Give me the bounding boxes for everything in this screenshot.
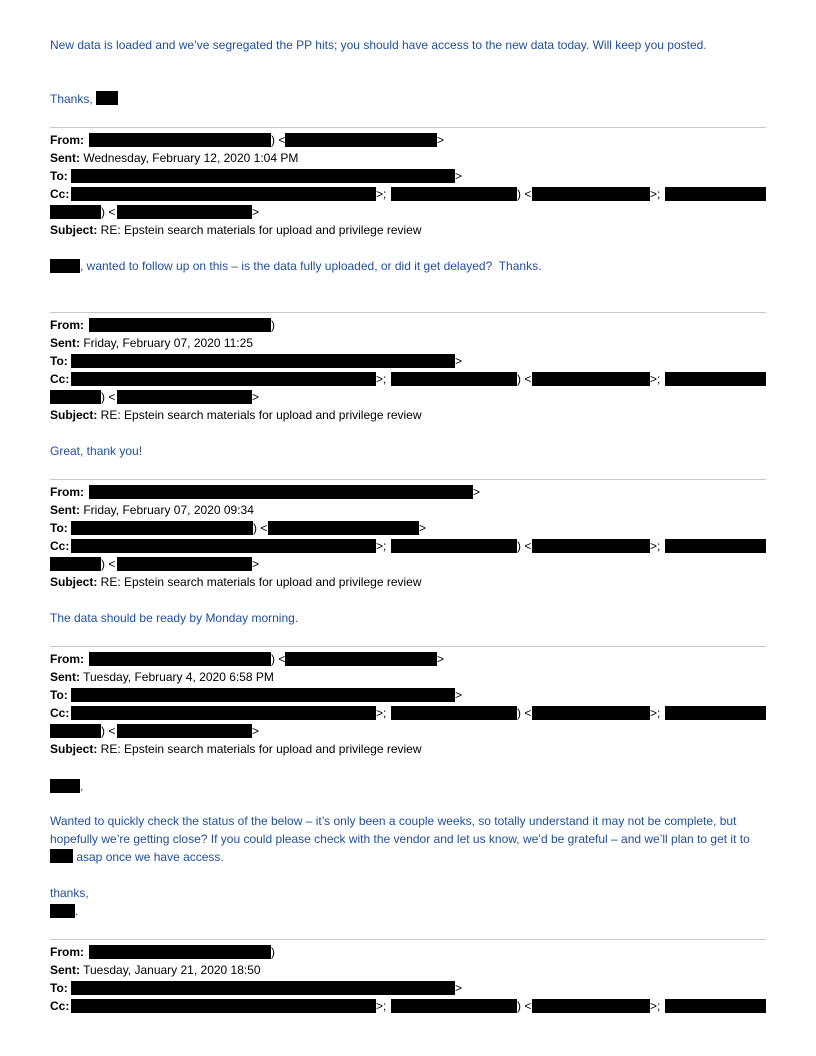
redaction <box>71 706 376 720</box>
punct: > <box>455 981 463 995</box>
punct: > <box>252 205 260 219</box>
from-label: From: <box>50 485 84 499</box>
sent-label: Sent: <box>50 670 80 684</box>
to-line <box>50 167 68 185</box>
redaction <box>665 539 766 553</box>
from-label: From: <box>50 133 84 147</box>
to-line <box>50 519 68 537</box>
to-label: To: <box>50 521 68 535</box>
subject-label: Subject: <box>50 742 98 756</box>
from-label: From: <box>50 652 84 666</box>
punct: ) < <box>271 652 286 666</box>
cc-line <box>50 997 69 1015</box>
sent-date: Tuesday, January 21, 2020 18:50 <box>80 963 261 977</box>
redaction <box>268 521 419 535</box>
redaction <box>665 187 766 201</box>
subject-line <box>50 573 422 591</box>
redaction <box>665 372 766 386</box>
sent-label: Sent: <box>50 963 80 977</box>
subject-text: RE: Epstein search materials for upload and privilege review <box>97 575 422 589</box>
sent-line <box>50 668 274 686</box>
punct: >; <box>650 372 661 386</box>
sent-date: Tuesday, February 4, 2020 6:58 PM <box>80 670 274 684</box>
sent-label: Sent: <box>50 151 80 165</box>
redaction <box>50 849 73 863</box>
subject-label: Subject: <box>50 223 98 237</box>
redaction <box>391 999 517 1013</box>
to-line <box>50 686 68 704</box>
punct: ) < <box>517 372 532 386</box>
punct: > <box>455 688 463 702</box>
punct: > <box>252 724 260 738</box>
redaction <box>50 779 80 793</box>
subject-line <box>50 406 422 424</box>
separator <box>50 646 766 647</box>
to-label: To: <box>50 169 68 183</box>
subject-text: RE: Epstein search materials for upload and privilege review <box>97 223 422 237</box>
redaction <box>50 557 101 571</box>
punct: ) < <box>271 133 286 147</box>
redaction <box>391 539 517 553</box>
redaction <box>71 187 376 201</box>
thanks-text: Thanks, <box>50 92 93 106</box>
signoff <box>50 90 118 108</box>
cc-label: Cc: <box>50 187 70 201</box>
punct: >; <box>376 187 387 201</box>
cc-line <box>50 704 69 722</box>
to-label: To: <box>50 688 68 702</box>
redaction <box>665 999 766 1013</box>
punct: >; <box>650 999 661 1013</box>
punct: ) < <box>101 205 116 219</box>
punct: ) <box>271 318 275 332</box>
redaction <box>50 205 101 219</box>
cc-line <box>50 370 69 388</box>
redaction <box>89 318 271 332</box>
redaction <box>50 904 75 918</box>
from-line <box>50 316 84 334</box>
redaction <box>532 372 650 386</box>
redaction <box>532 999 650 1013</box>
subject-line <box>50 740 422 758</box>
from-line <box>50 483 84 501</box>
redaction <box>117 557 252 571</box>
redaction <box>71 999 376 1013</box>
body-text-main: Wanted to quickly check the status of the below – it’s only been a couple weeks, so totally understand it may not be complete, but hopefully we’re getting close? If you could please check with the vendor and let us know, we’d be grateful – and we’ll plan to get it to <box>50 814 750 846</box>
punct: >; <box>650 539 661 553</box>
redaction <box>71 521 253 535</box>
redaction <box>532 539 650 553</box>
redaction <box>391 372 517 386</box>
separator <box>50 127 766 128</box>
sent-line <box>50 501 254 519</box>
punct: ) < <box>101 390 116 404</box>
redaction <box>71 169 455 183</box>
body-text-tail: asap once we have access. <box>73 850 224 864</box>
redaction <box>117 390 252 404</box>
sent-date: Friday, February 07, 2020 11:25 <box>80 336 253 350</box>
punct: > <box>252 557 260 571</box>
redaction <box>665 706 766 720</box>
from-line <box>50 650 84 668</box>
sent-line <box>50 961 261 979</box>
punct: ) < <box>517 539 532 553</box>
redaction <box>391 706 517 720</box>
redaction <box>89 485 473 499</box>
sent-line <box>50 334 253 352</box>
to-line <box>50 979 68 997</box>
redaction <box>71 354 455 368</box>
subject-label: Subject: <box>50 575 98 589</box>
punct: ) < <box>517 999 532 1013</box>
sent-line <box>50 149 298 167</box>
punct: >; <box>376 706 387 720</box>
punct: ) <box>271 945 275 959</box>
punct: > <box>437 652 445 666</box>
redaction <box>89 133 271 147</box>
punct: ) < <box>253 521 268 535</box>
signoff: thanks, <box>50 886 89 900</box>
punct: , <box>80 779 84 793</box>
punct: > <box>473 485 481 499</box>
cc-label: Cc: <box>50 539 70 553</box>
body-text: The data should be ready by Monday morning. <box>50 611 299 625</box>
punct: ) < <box>517 187 532 201</box>
body-text: , wanted to follow up on this – is the data fully uploaded, or did it get delayed? Thanks. <box>80 259 542 273</box>
redaction <box>285 652 437 666</box>
redaction <box>50 259 80 273</box>
from-line <box>50 131 84 149</box>
subject-label: Subject: <box>50 408 98 422</box>
sent-date: Wednesday, February 12, 2020 1:04 PM <box>80 151 299 165</box>
separator <box>50 312 766 313</box>
punct: >; <box>376 372 387 386</box>
redaction <box>71 372 376 386</box>
subject-text: RE: Epstein search materials for upload and privilege review <box>97 742 422 756</box>
redaction <box>117 724 252 738</box>
from-label: From: <box>50 318 84 332</box>
cc-label: Cc: <box>50 999 70 1013</box>
sent-label: Sent: <box>50 336 80 350</box>
punct: > <box>437 133 445 147</box>
to-label: To: <box>50 981 68 995</box>
punct: > <box>419 521 427 535</box>
redaction <box>71 688 455 702</box>
to-line <box>50 352 68 370</box>
subject-text: RE: Epstein search materials for upload and privilege review <box>97 408 422 422</box>
redaction <box>532 187 650 201</box>
subject-line <box>50 221 422 239</box>
punct: ) < <box>101 724 116 738</box>
redaction <box>71 539 376 553</box>
redaction <box>285 133 437 147</box>
cc-line <box>50 185 69 203</box>
separator <box>50 479 766 480</box>
cc-line <box>50 537 69 555</box>
body-text <box>50 812 768 866</box>
redaction <box>50 390 101 404</box>
separator <box>50 939 766 940</box>
body-text: New data is loaded and we’ve segregated the PP hits; you should have access to the new data today. Will keep you posted. <box>50 38 707 52</box>
to-label: To: <box>50 354 68 368</box>
punct: >; <box>650 187 661 201</box>
sent-label: Sent: <box>50 503 80 517</box>
redaction <box>96 91 118 105</box>
punct: . <box>75 904 79 918</box>
punct: >; <box>650 706 661 720</box>
cc-label: Cc: <box>50 372 70 386</box>
redaction <box>71 981 455 995</box>
from-line <box>50 943 84 961</box>
redaction <box>50 724 101 738</box>
punct: > <box>455 169 463 183</box>
punct: > <box>252 390 260 404</box>
punct: ) < <box>517 706 532 720</box>
from-label: From: <box>50 945 84 959</box>
redaction <box>89 945 271 959</box>
redaction <box>89 652 271 666</box>
redaction <box>532 706 650 720</box>
redaction <box>117 205 252 219</box>
punct: >; <box>376 539 387 553</box>
cc-label: Cc: <box>50 706 70 720</box>
redaction <box>391 187 517 201</box>
punct: >; <box>376 999 387 1013</box>
punct: > <box>455 354 463 368</box>
sent-date: Friday, February 07, 2020 09:34 <box>80 503 254 517</box>
punct: ) < <box>101 557 116 571</box>
body-text: Great, thank you! <box>50 444 143 458</box>
